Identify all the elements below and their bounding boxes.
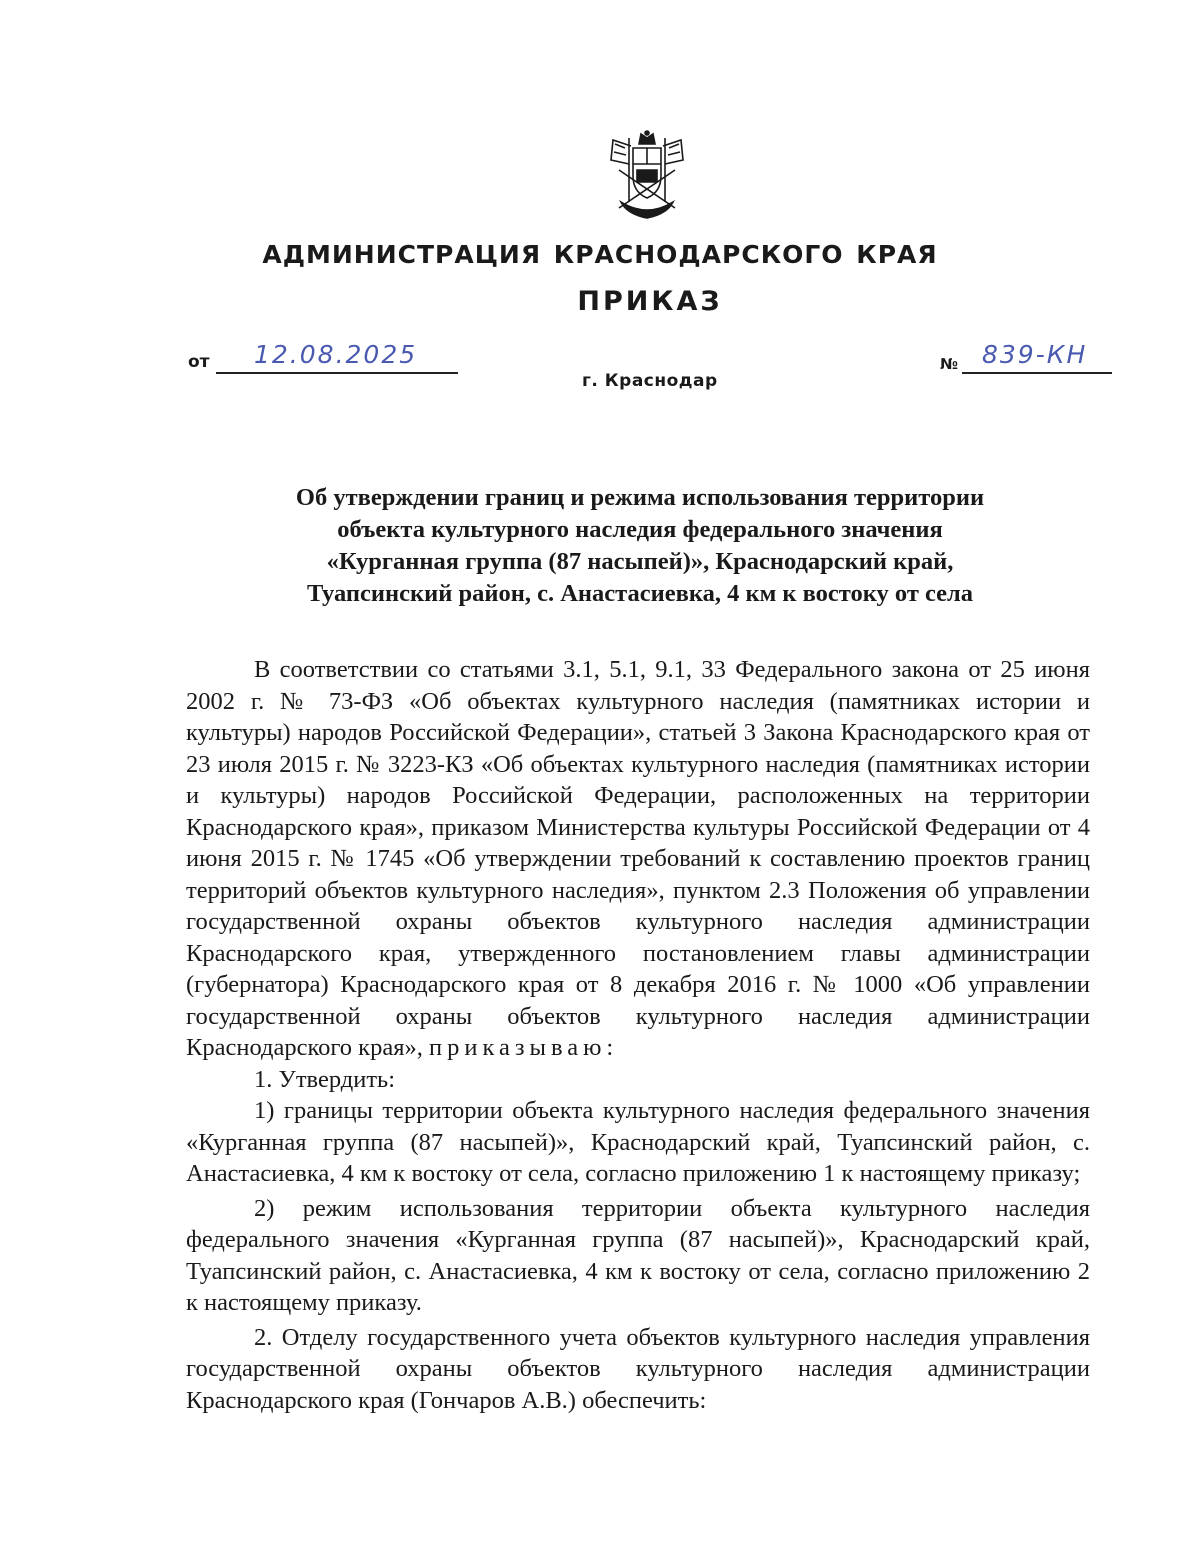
preamble-text: В соответствии со статьями 3.1, 5.1, 9.1, 33 Федерального закона от 25 июня 2002 г. № 73-ФЗ «Об объектах культурного наследия (памятниках истории и культуры) народов Российской Федерации», статьей 3 Закона Краснодарского края от 23 июля 2015 г. № 3223-КЗ «Об объектах культурного наследия (памятниках истории и культуры) народов Российской Федерации, расположенных на территории Краснодарского края», приказом Министерства культуры Российской Федерации от 4 июня 2015 г. № 1745 «Об утверждении требований к составлению проектов границ территорий объектов культурного наследия», пунктом 2.3 Положения об управлении государственной охраны объектов культурного наследия администрации Краснодарского края, утвержденного постановлением главы администрации (губернатора) Краснодарского края от 8 декабря 2016 г. № 1000 «Об управлении государственной охраны объектов культурного наследия администрации Краснодарского края»,	[186, 656, 1090, 1061]
organization-name: АДМИНИСТРАЦИЯ КРАСНОДАРСКОГО КРАЯ	[262, 240, 938, 269]
order-body	[186, 654, 1090, 1416]
title-line: Об утверждении границ и режима использования территории	[295, 484, 985, 511]
item-2: 2. Отделу государственного учета объектов культурного наследия управления государственной охраны объектов культурного наследия администрации Краснодарского края (Гончаров А.В.) обеспечить:	[186, 1323, 1090, 1414]
city-name: г. Краснодар	[582, 371, 718, 391]
item-1: 1. Утвердить:	[254, 1065, 396, 1093]
number-label: №	[940, 355, 959, 373]
handwritten-number: 839-КН	[982, 340, 1088, 369]
handwritten-date: 12.08.2025	[254, 340, 418, 369]
title-line: Туапсинский район, с. Анастасиевка, 4 км к востоку от села	[306, 580, 974, 607]
preamble-paragraph	[186, 654, 1090, 1064]
number-underline	[962, 372, 1112, 374]
order-word: приказываю:	[428, 1034, 619, 1061]
item-1-1: 1) границы территории объекта культурного наследия федерального значения «Курганная группа (87 насыпей)», Краснодарский край, Туапсинский район, с. Анастасиевка, 4 км к востоку от села, согласно приложению 1 к настоящему приказу;	[186, 1097, 1090, 1187]
title-line: «Курганная группа (87 насыпей)», Краснодарский край,	[326, 548, 954, 575]
document-type: ПРИКАЗ	[577, 286, 723, 317]
item-1-2: 2) режим использования территории объекта культурного наследия федерального значения «Курганная группа (87 насыпей)», Краснодарский край, Туапсинский район, с. Анастасиевка, 4 км к востоку от села, согласно приложению 2 к настоящему приказу.	[186, 1194, 1090, 1316]
title-line: объекта культурного наследия федерального значения	[337, 516, 943, 543]
date-underline	[216, 372, 458, 374]
order-title	[190, 482, 1090, 610]
coat-of-arms-icon	[607, 130, 687, 222]
date-label: от	[188, 352, 210, 372]
